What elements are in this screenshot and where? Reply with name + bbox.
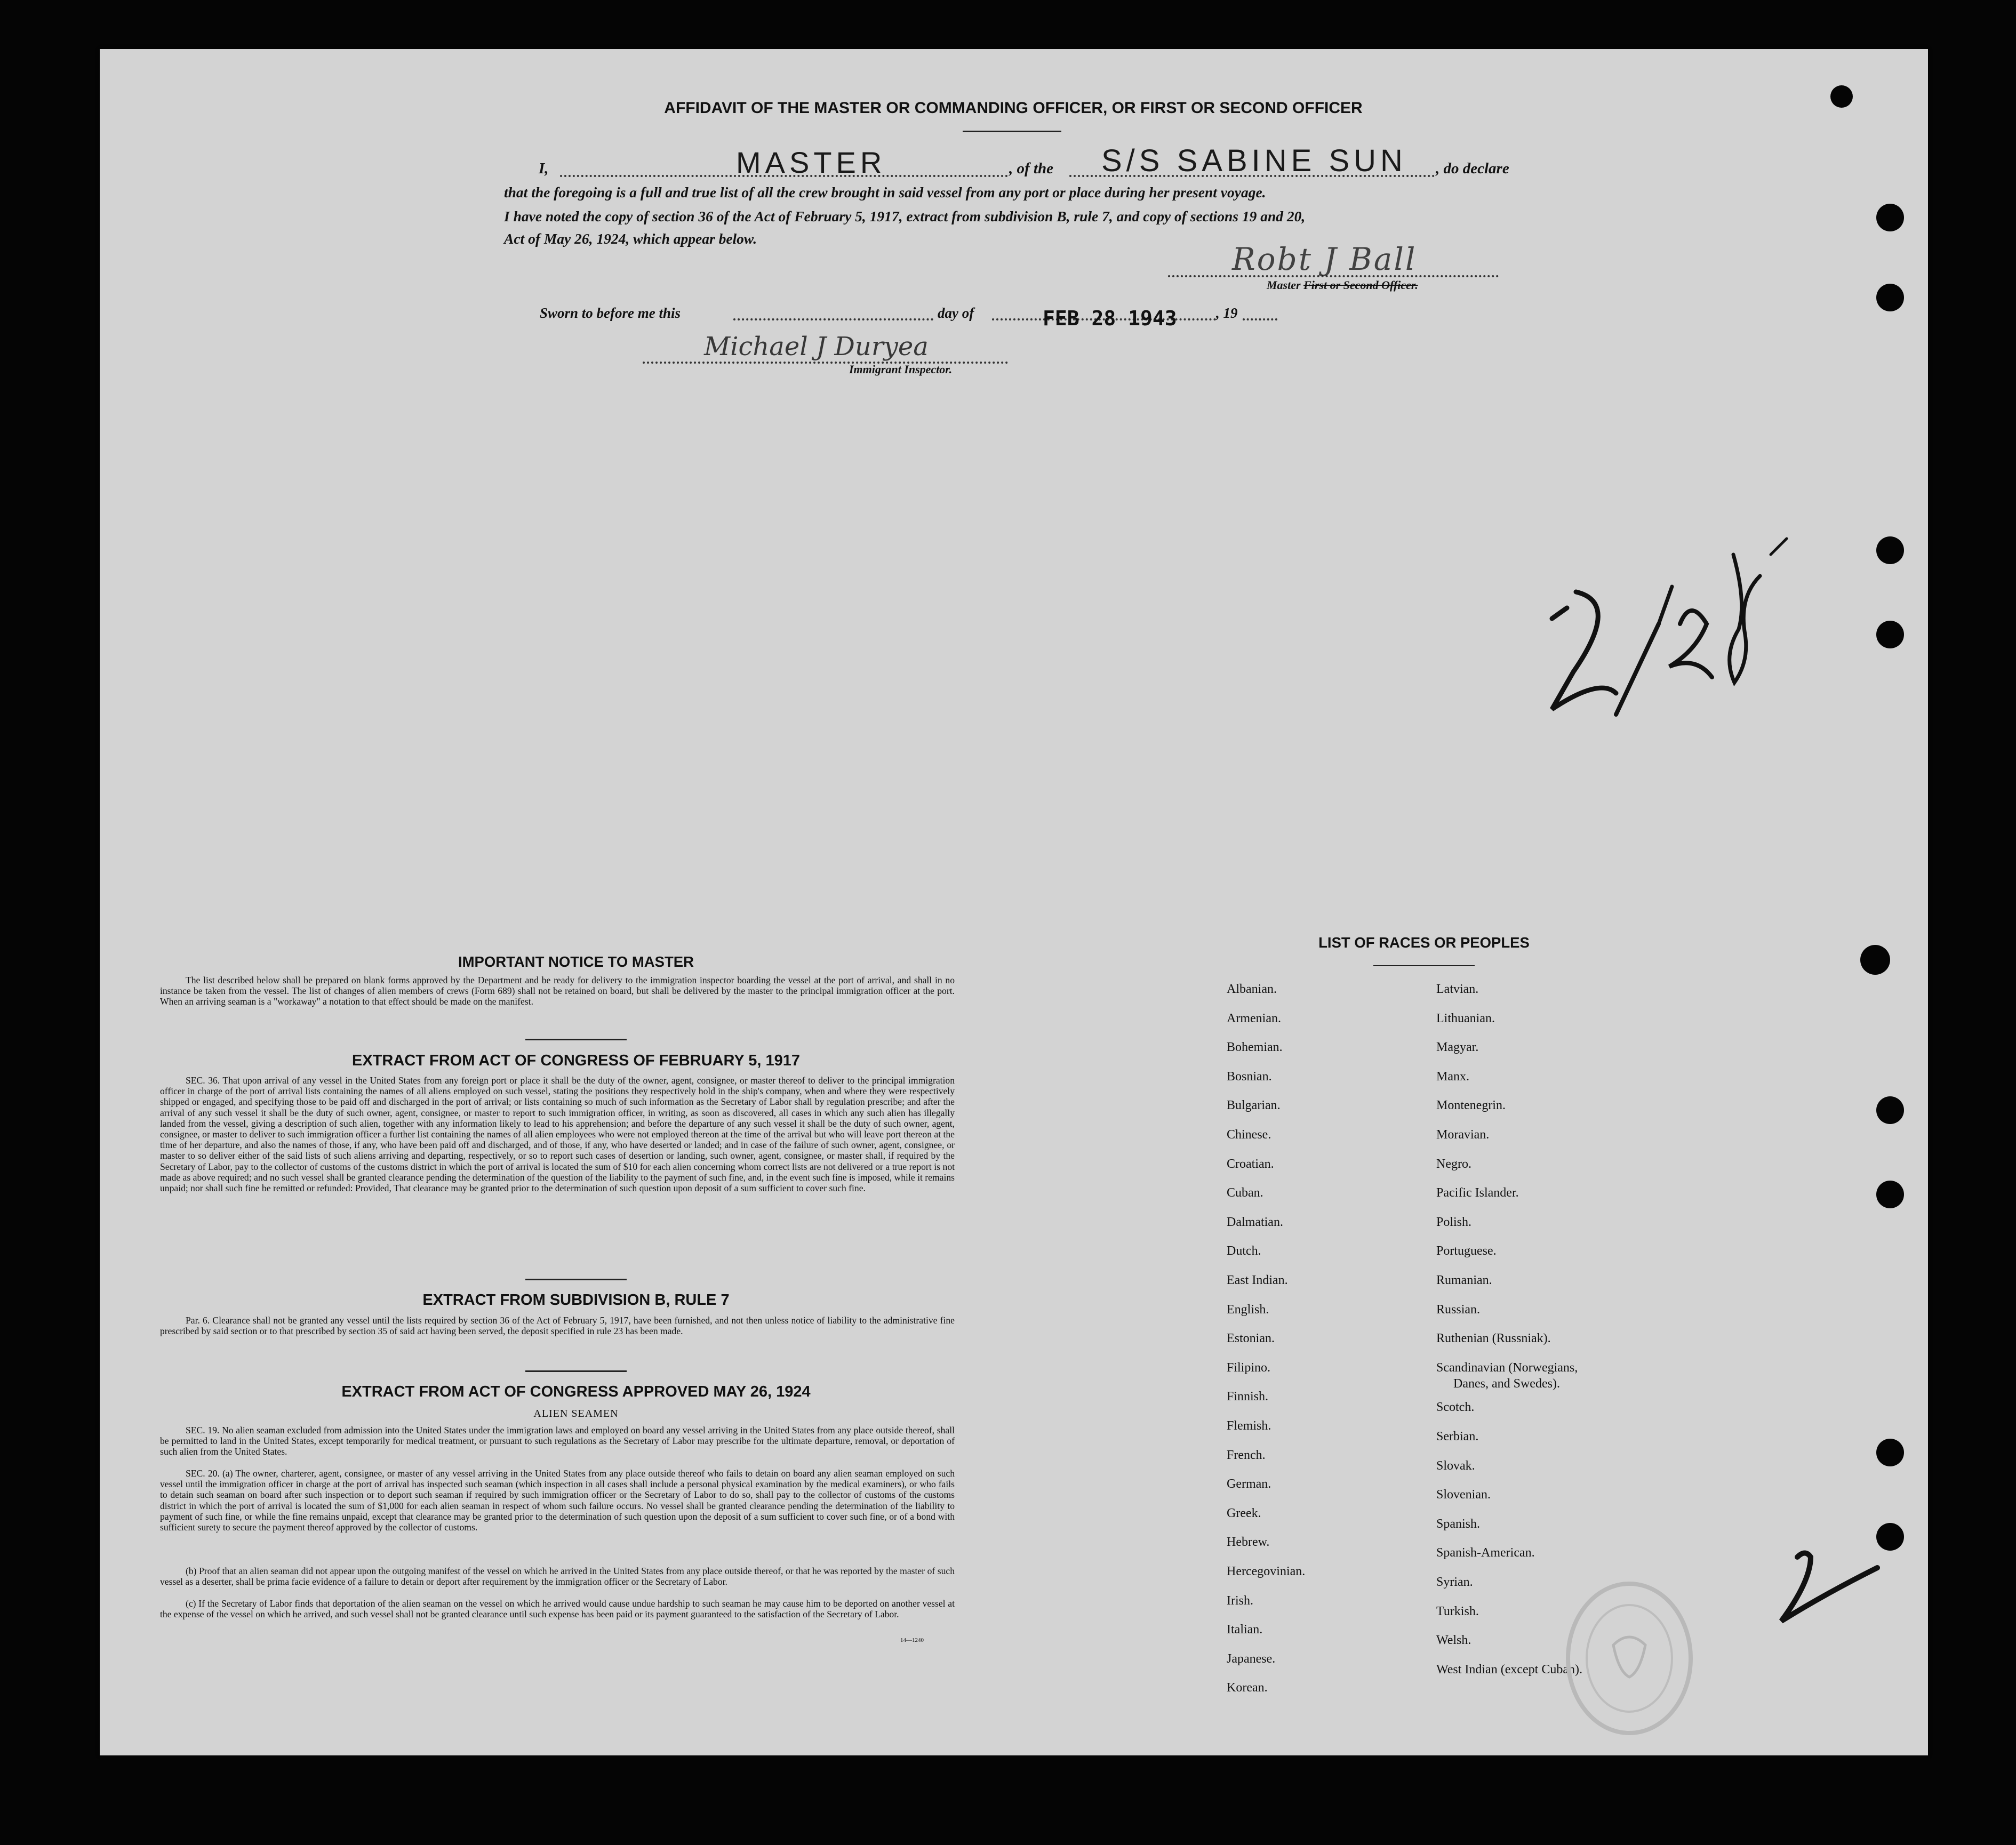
race-item: English. [1227, 1302, 1269, 1317]
race-item: German. [1227, 1477, 1271, 1491]
race-item: Ruthenian (Russniak). [1436, 1331, 1551, 1346]
race-item: Hercegovinian. [1227, 1565, 1306, 1578]
race-item: Bosnian. [1227, 1069, 1272, 1084]
extract-1924-subtitle: ALIEN SEAMEN [533, 1408, 619, 1419]
affidavit-line-3: I have noted the copy of section 36 of the Act of February 5, 1917, extract from subdivision B, rule 7, and copy of sections 19 and 20, [504, 208, 1306, 224]
extract-1924-sec20a: SEC. 20. (a) The owner, charterer, agent, consignee, or master of any vessel arriving in the United States from any place outside thereof who fails to detain on board any alien seaman employed on such vessel until the immigration officer in charge at the port of arrival has inspected such seaman (which inspection in all cases shall include a personal physical examination by the medical examiners), or who fails to detain such seaman on board after such inspection or to deport such seaman if required by such immigration officer or the Secretary of Labor to do so, shall pay to the collector of customs of the customs district in which the port of arrival is located the sum of $1,000 for each alien seaman in respect of whom such failure occurs. No vessel shall be granted clearance pending the determination of the liability to payment of such fine, or while the fine remains unpaid, except that clearance may be granted prior to the determination of such question upon the deposit of a sum sufficient to cover such fine, or of a bond with sufficient surety to secure the payment thereof approved by the collector of customs. [160, 1468, 955, 1533]
notice-title: IMPORTANT NOTICE TO MASTER [458, 953, 694, 970]
race-item: Flemish. [1227, 1419, 1271, 1433]
race-item: Bohemian. [1227, 1040, 1283, 1055]
punch-hole [1876, 536, 1904, 564]
races-title: LIST OF RACES OR PEOPLES [1318, 934, 1530, 951]
race-item: Finnish. [1227, 1390, 1269, 1404]
affidavit-line-2: that the foregoing is a full and true list of all the crew brought in said vessel from any port or place during her present voyage. [504, 184, 1266, 200]
race-item: Portuguese. [1436, 1244, 1497, 1258]
race-item: Hebrew. [1227, 1535, 1270, 1550]
race-item: Estonian. [1227, 1331, 1275, 1346]
race-item: Korean. [1227, 1681, 1268, 1695]
races-title-underline [1373, 965, 1475, 966]
race-item: Slovak. [1436, 1458, 1475, 1473]
race-item: Polish. [1436, 1215, 1472, 1229]
affidavit-prefix: I, [539, 160, 549, 177]
race-item: Manx. [1436, 1069, 1469, 1084]
race-item: Bulgarian. [1227, 1098, 1281, 1113]
punch-hole [1876, 204, 1904, 231]
punch-hole [1860, 945, 1890, 975]
race-item: Filipino. [1227, 1360, 1271, 1375]
race-item: Lithuanian. [1436, 1011, 1495, 1025]
race-item: Slovenian. [1436, 1488, 1491, 1502]
race-item: East Indian. [1227, 1273, 1288, 1287]
affidavit-title: AFFIDAVIT OF THE MASTER OR COMMANDING OFFICER, OR FIRST OR SECOND OFFICER [664, 99, 1363, 117]
race-item: Dalmatian. [1227, 1215, 1283, 1229]
race-item: Rumanian. [1436, 1273, 1492, 1287]
inspector-signature: Michael J Duryea [704, 332, 929, 362]
inspector-caption: Immigrant Inspector. [849, 363, 953, 376]
faded-seal [1565, 1581, 1693, 1736]
affidavit-line-4: Act of May 26, 1924, which appear below. [504, 230, 757, 247]
race-item: Syrian. [1436, 1575, 1473, 1589]
extract-1917-divider [525, 1279, 627, 1280]
punch-hole [1876, 1181, 1904, 1208]
inspector-signature-line [643, 362, 1008, 364]
stamped-date: FEB 28 1943 [1043, 307, 1177, 330]
notice-divider [525, 1039, 627, 1040]
race-item: Negro. [1436, 1157, 1471, 1171]
race-item: Moravian. [1436, 1128, 1490, 1142]
extract-1924-sec19: SEC. 19. No alien seaman excluded from admission into the United States under the immigration laws and employed on board any vessel arriving in the United States from any place outside thereof, shall be permitted to land in the United States, except temporarily for medical treatment, or pursuant to such regulations as the Secretary of Labor may prescribe for the ultimate departure, removal, or deportation of such alien from the United States. [160, 1425, 955, 1457]
race-item: Magyar. [1436, 1040, 1479, 1055]
extract-rule7-title: EXTRACT FROM SUBDIVISION B, RULE 7 [422, 1292, 730, 1309]
extract-1917-title: EXTRACT FROM ACT OF CONGRESS OF FEBRUARY 5, 1917 [351, 1052, 801, 1069]
extract-rule7-divider [525, 1370, 627, 1372]
race-item: Serbian. [1436, 1430, 1479, 1443]
race-item: Japanese. [1227, 1651, 1276, 1666]
race-item: Dutch. [1227, 1244, 1261, 1258]
punch-hole [1876, 284, 1904, 311]
sworn-prefix: Sworn to before me this [540, 305, 681, 321]
race-item: Scotch. [1436, 1400, 1475, 1415]
handwritten-manifest-number [1536, 523, 1856, 747]
race-item: West Indian (except Cuban). [1436, 1662, 1582, 1676]
extract-rule7-text: Par. 6. Clearance shall not be granted any vessel until the lists required by section 36 of the Act of February 5, 1917, have been furnished, and not then unless notice of liability to the administrative fine prescribed by said section or to that prescribed by section 35 of said act having been served, the deposit specified in rule 23 has been made. [160, 1315, 955, 1337]
extract-1924-sec20b: (b) Proof that an alien seaman did not appear upon the outgoing manifest of the vessel on which he arrived in the United States from any place outside thereof, or that he was reported by the master of such vessel as a deserter, shall be prima facie evidence of a failure to detain or deport after requirement by the immigration officer or the Secretary of Labor. [160, 1566, 955, 1587]
race-item: Albanian. [1227, 982, 1277, 996]
handwritten-margin-mark [1760, 1536, 1899, 1642]
race-item: Irish. [1227, 1593, 1253, 1608]
race-item: Spanish. [1436, 1517, 1481, 1531]
affidavit-do-declare: , do declare [1436, 160, 1509, 177]
master-caption-officer: First or Second Officer. [1303, 278, 1418, 292]
master-caption-master: Master [1267, 278, 1301, 292]
sworn-day-of: day of [938, 305, 974, 321]
race-item: Italian. [1227, 1623, 1263, 1637]
notice-text: The list described below shall be prepared on blank forms approved by the Department and be ready for delivery to the immigration inspector boarding the vessel at the port of arrival, and shall in no instance be taken from the vessel. The list of changes of alien members of crews (Form 689) shall not be retained on board, but shall be delivered by the master to the principal immigration officer at the port. When an arriving seaman is a "workaway" a notation to that effect should be made on the manifest. [160, 975, 955, 1007]
extract-1924-title: EXTRACT FROM ACT OF CONGRESS APPROVED MAY 26, 1924 [341, 1383, 811, 1400]
race-item: Turkish. [1436, 1604, 1479, 1618]
master-caption [1267, 278, 1418, 292]
sworn-day-line [733, 318, 933, 320]
form-number: 14—1240 [900, 1637, 924, 1643]
handwritten-name: MASTER [736, 146, 886, 179]
punch-hole [1876, 621, 1904, 648]
race-item: Montenegrin. [1436, 1098, 1506, 1113]
affidavit-of-the: , of the [1009, 160, 1053, 177]
race-item: Croatian. [1227, 1157, 1274, 1171]
race-item: Chinese. [1227, 1128, 1271, 1142]
master-signature: Robt J Ball [1232, 241, 1417, 277]
extract-1924-sec20c: (c) If the Secretary of Labor finds that deportation of the alien seaman on the vessel on which he arrived would cause undue hardship to such seaman he may cause him to be deported on another vessel at the expense of the vessel on which he arrived, and such vessel shall not be granted clearance until such expense has been paid or its payment guaranteed to the satisfaction of the Secretary of Labor. [160, 1598, 955, 1620]
race-item: Armenian. [1227, 1011, 1281, 1025]
race-item: French. [1227, 1448, 1266, 1462]
race-item: Danes, and Swedes). [1453, 1376, 1560, 1391]
race-item: Latvian. [1436, 982, 1479, 996]
race-item: Russian. [1436, 1302, 1481, 1317]
punch-hole [1830, 85, 1853, 108]
race-item: Cuban. [1227, 1186, 1263, 1200]
race-item: Pacific Islander. [1436, 1186, 1519, 1200]
title-underline [963, 131, 1061, 132]
punch-hole [1876, 1096, 1904, 1124]
sworn-year-line [1243, 318, 1277, 320]
race-item: Welsh. [1436, 1633, 1471, 1648]
race-item: Scandinavian (Norwegians, [1436, 1360, 1578, 1375]
sworn-year: , 19 [1216, 305, 1238, 321]
race-item: Greek. [1227, 1506, 1261, 1520]
race-item: Spanish-American. [1436, 1546, 1535, 1560]
extract-1917-text: SEC. 36. That upon arrival of any vessel in the United States from any foreign port or place it shall be the duty of the owner, agent, consignee, or master thereof to deliver to the principal immigration officer in charge of the port of arrival lists containing the names of all aliens employed on such vessel, stating the positions they respectively hold in the ship's company, when and where they were respectively shipped or engaged, and specifying those to be paid off and discharged in the port of arrival; or lists containing so much of such information as the Secretary of Labor shall by regulation prescribe; and after the arrival of any such vessel it shall be the duty of such owner, agent, consignee, or master to report to such immigration officer, in writing, as soon as discovered, all cases in which any such alien has illegally landed from the vessel, giving a description of such alien, together with any information likely to lead to his apprehension; and before the departure of any such vessel it shall be the duty of such owner, agent, consignee, or master to deliver to such immigration officer a further list containing the names of all alien employees who were not employed thereon at the time of the arrival but who will leave port thereon at the time of her departure, and also the names of those, if any, who have been paid off and discharged, and of those, if any, who have deserted or landed; and in case of the failure of such owner, agent, consignee, or master to so deliver either of the said lists of such aliens arriving and departing, respectively, or so to report such cases of desertion or landing, such owner, agent, consignee, or master shall, if required by the Secretary of Labor, pay to the collector of customs of the customs district in which the port of arrival is located the sum of $10 for each alien concerning whom correct lists are not delivered or a true report is not made as above required; and no such vessel shall be granted clearance pending the determination of the question of the liability to the payment of such fine, and, in the event such fine is imposed, while it remains unpaid; nor shall such fine be remitted or refunded: Provided, That clearance may be granted prior to the determination of such question upon deposit of a sum sufficient to cover such fine. [160, 1075, 955, 1194]
punch-hole [1876, 1439, 1904, 1466]
handwritten-vessel-name: S/S SABINE SUN [1101, 143, 1407, 178]
